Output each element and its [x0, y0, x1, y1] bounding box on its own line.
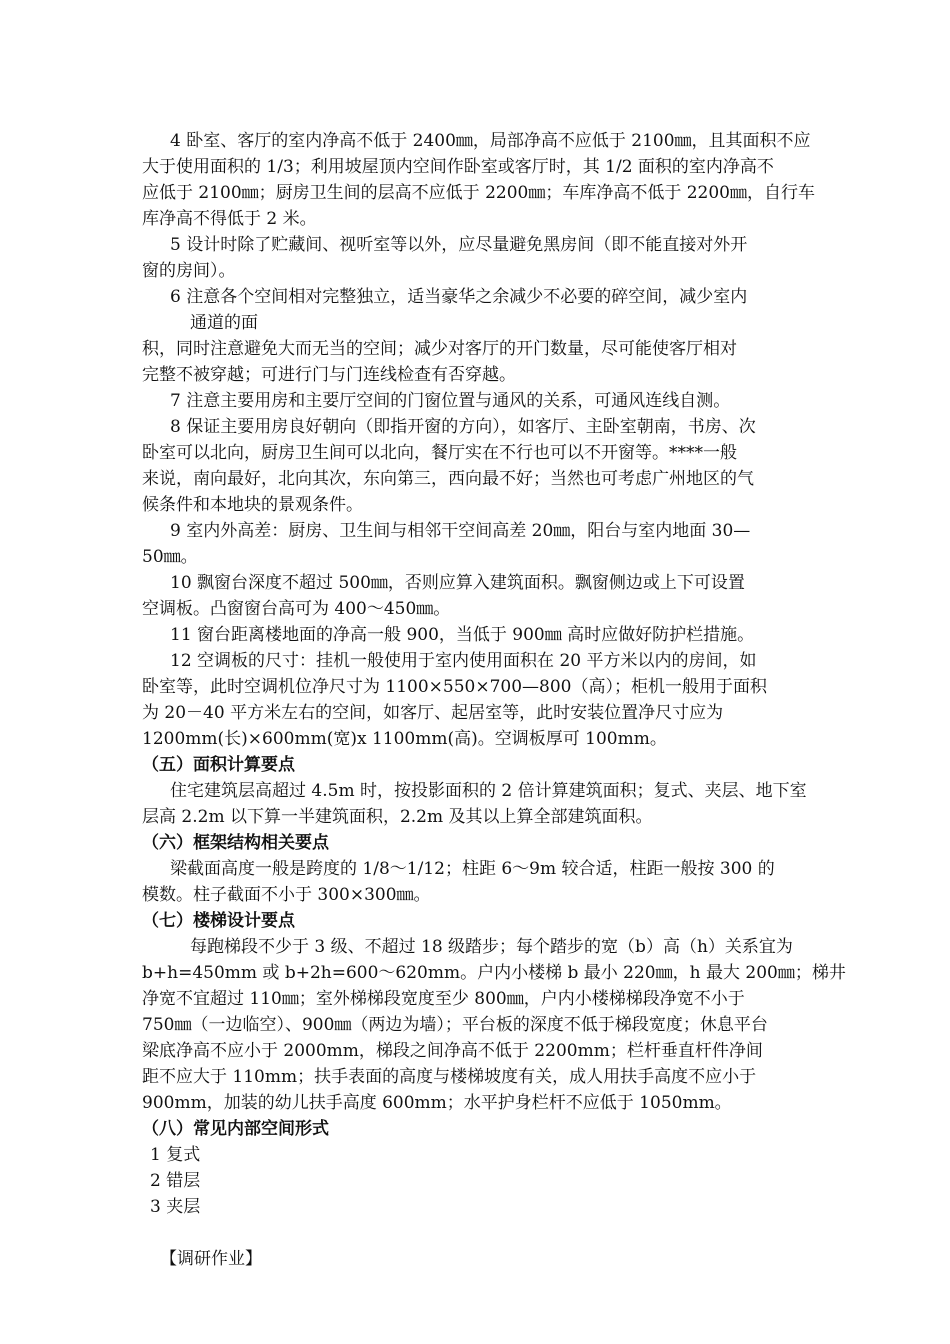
- list-item-1: 1 复式: [150, 1145, 201, 1165]
- paragraph-9-line-2: 50㎜。: [142, 547, 198, 567]
- paragraph-5-line-2: 窗的房间）。: [142, 261, 236, 281]
- paragraph-6-line-3: 积，同时注意避免大而无当的空间；减少对客厅的开门数量，尽可能使客厅相对: [142, 339, 737, 359]
- paragraph-5-line-1: 5 设计时除了贮藏间、视听室等以外，应尽量避免黑房间（即不能直接对外开: [170, 235, 748, 255]
- paragraph-4-line-4: 库净高不得低于 2 米。: [142, 209, 317, 229]
- section-5-line-1: 住宅建筑层高超过 4.5m 时，按投影面积的 2 倍计算建筑面积；复式、夹层、地下室: [170, 781, 807, 801]
- paragraph-12-line-1: 12 空调板的尺寸：挂机一般使用于室内使用面积在 20 平方米以内的房间，如: [170, 651, 757, 671]
- section-7-line-1: 每跑梯段不少于 3 级、不超过 18 级踏步；每个踏步的宽（b）高（h）关系宜为: [190, 937, 793, 957]
- paragraph-12-line-3: 为 20－40 平方米左右的空间，如客厅、起居室等，此时安装位置净尺寸应为: [142, 703, 724, 723]
- section-7-line-5: 梁底净高不应小于 2000mm，梯段之间净高不低于 2200mm；栏杆垂直杆件净间: [142, 1041, 763, 1061]
- section-heading-6: （六）框架结构相关要点: [142, 833, 329, 853]
- paragraph-9-line-1: 9 室内外高差：厨房、卫生间与相邻干空间高差 20㎜，阳台与室内地面 30—: [170, 521, 751, 541]
- paragraph-6-line-2: 通道的面: [190, 313, 258, 333]
- paragraph-11-line-1: 11 窗台距离楼地面的净高一般 900，当低于 900㎜ 高时应做好防护栏措施。: [170, 625, 755, 645]
- paragraph-6-line-1: 6 注意各个空间相对完整独立，适当豪华之余减少不必要的碎空间，减少室内: [170, 287, 748, 307]
- paragraph-4-line-1: 4 卧室、客厅的室内净高不低于 2400㎜，局部净高不应低于 2100㎜，且其面积不应: [170, 131, 811, 151]
- paragraph-8-line-2: 卧室可以北向，厨房卫生间可以北向，餐厅实在不行也可以不开窗等。****一般: [142, 443, 737, 463]
- paragraph-4-line-2: 大于使用面积的 1/3；利用坡屋顶内空间作卧室或客厅时，其 1/2 面积的室内净高不: [142, 157, 774, 177]
- paragraph-10-line-1: 10 飘窗台深度不超过 500㎜，否则应算入建筑面积。飘窗侧边或上下可设置: [170, 573, 745, 593]
- section-7-line-3: 净宽不宜超过 110㎜；室外梯梯段宽度至少 800㎜，户内小楼梯梯段净宽不小于: [142, 989, 745, 1009]
- paragraph-6-line-4: 完整不被穿越；可进行门与门连线检查有否穿越。: [142, 365, 516, 385]
- section-6-line-2: 模数。柱子截面不小于 300×300㎜。: [142, 885, 431, 905]
- section-heading-7: （七）楼梯设计要点: [142, 911, 295, 931]
- list-item-2: 2 错层: [150, 1171, 201, 1191]
- paragraph-12-line-2: 卧室等，此时空调机位净尺寸为 1100×550×700—800（高）；柜机一般用于面积: [142, 677, 767, 697]
- section-5-line-2: 层高 2.2m 以下算一半建筑面积，2.2m 及其以上算全部建筑面积。: [142, 807, 653, 827]
- paragraph-4-line-3: 应低于 2100㎜；厨房卫生间的层高不应低于 2200㎜；车库净高不低于 2200㎜，自行车: [142, 183, 816, 203]
- section-7-line-6: 距不应大于 110mm；扶手表面的高度与楼梯坡度有关，成人用扶手高度不应小于: [142, 1067, 757, 1087]
- paragraph-10-line-2: 空调板。凸窗窗台高可为 400～450㎜。: [142, 599, 451, 619]
- section-heading-5: （五）面积计算要点: [142, 755, 295, 775]
- section-7-line-2: b+h=450mm 或 b+2h=600～620mm。户内小楼梯 b 最小 220㎜，h 最大 200㎜；梯井: [142, 963, 846, 983]
- paragraph-8-line-3: 来说，南向最好，北向其次，东向第三，西向最不好；当然也可考虑广州地区的气: [142, 469, 754, 489]
- paragraph-8-line-4: 候条件和本地块的景观条件。: [142, 495, 363, 515]
- list-item-3: 3 夹层: [150, 1197, 201, 1217]
- paragraph-7-line-1: 7 注意主要用房和主要厅空间的门窗位置与通风的关系，可通风连线自测。: [170, 391, 731, 411]
- section-heading-8: （八）常见内部空间形式: [142, 1119, 329, 1139]
- section-7-line-7: 900mm，加装的幼儿扶手高度 600mm；水平护身栏杆不应低于 1050mm。: [142, 1093, 732, 1113]
- research-assignment-heading: 【调研作业】: [160, 1249, 262, 1269]
- paragraph-12-line-4: 1200mm(长)×600mm(宽)x 1100mm(高)。空调板厚可 100mm。: [142, 729, 667, 749]
- paragraph-8-line-1: 8 保证主要用房良好朝向（即指开窗的方向），如客厅、主卧室朝南，书房、次: [170, 417, 756, 437]
- section-7-line-4: 750㎜（一边临空）、900㎜（两边为墙）；平台板的深度不低于梯段宽度；休息平台: [142, 1015, 768, 1035]
- section-6-line-1: 梁截面高度一般是跨度的 1/8～1/12；柱距 6～9m 较合适，柱距一般按 300 的: [170, 859, 775, 879]
